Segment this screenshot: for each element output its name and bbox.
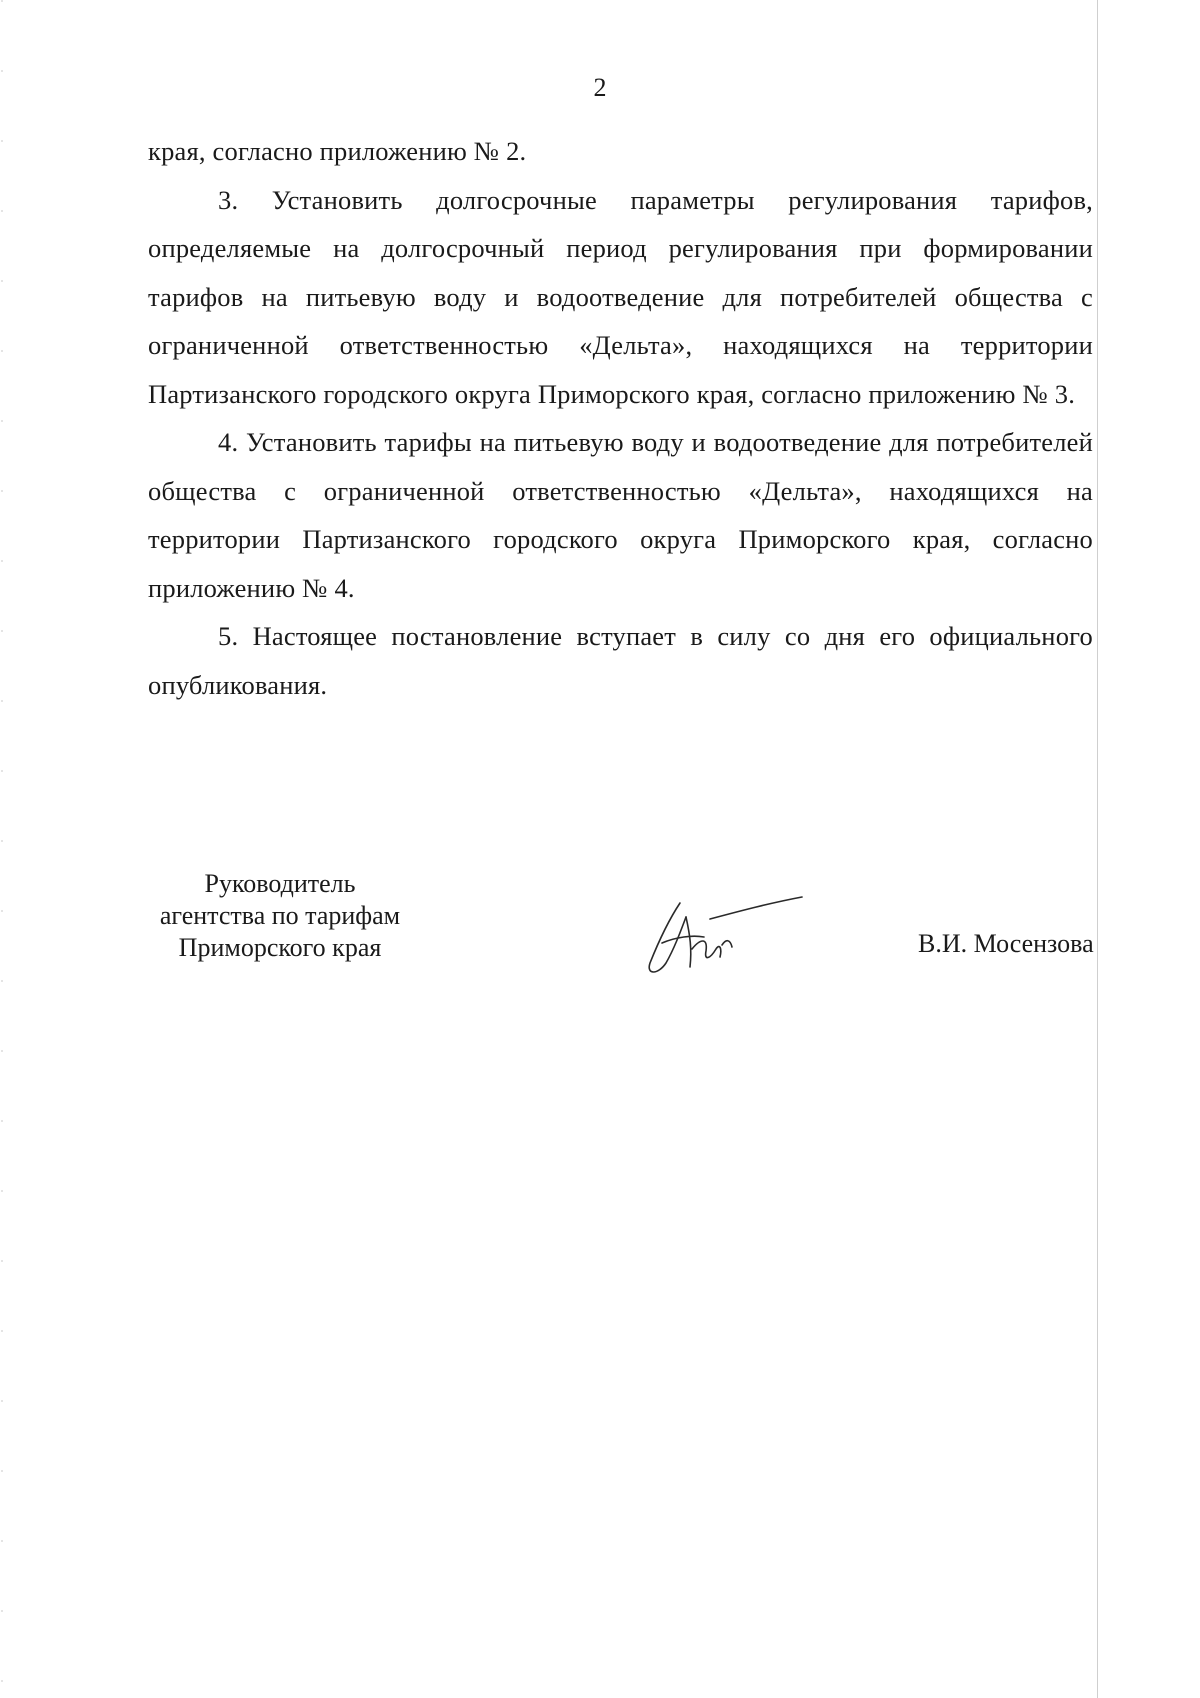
paragraph-continuation: края, согласно приложению № 2. (148, 136, 527, 166)
signatory-title-line: Приморского края (178, 933, 382, 962)
scan-margin-line (1097, 0, 1098, 1698)
document-body (148, 127, 1093, 709)
signatory-name: В.И. Мосензова (918, 929, 1094, 958)
page-number: 2 (593, 73, 607, 102)
paragraph-3: 3. Установить долгосрочные параметры регулирования тарифов, определяемые на долгосрочный период регулирования при формировании тарифов на питьевую воду и водоотведение для потребителей общества с ограниченной ответственностью «Дельта», находящихся на территории Партизанского городского округа Приморского края, согласно приложению № 3. (148, 184, 1093, 409)
scan-edge-artifact (1, 0, 3, 1698)
handwritten-signature (640, 883, 810, 983)
signatory-title (140, 868, 420, 964)
signatory-title-line: Руководитель (204, 869, 356, 898)
paragraph-5: 5. Настоящее постановление вступает в силу со дня его официального опубликования. (148, 621, 1093, 700)
signatory-title-line: агентства по тарифам (159, 901, 401, 930)
paragraph-4: 4. Установить тарифы на питьевую воду и водоотведение для потребителей общества с ограниченной ответственностью «Дельта», находящихся на территории Партизанского городского округа Приморского края, согласно приложению № 4. (148, 427, 1093, 603)
